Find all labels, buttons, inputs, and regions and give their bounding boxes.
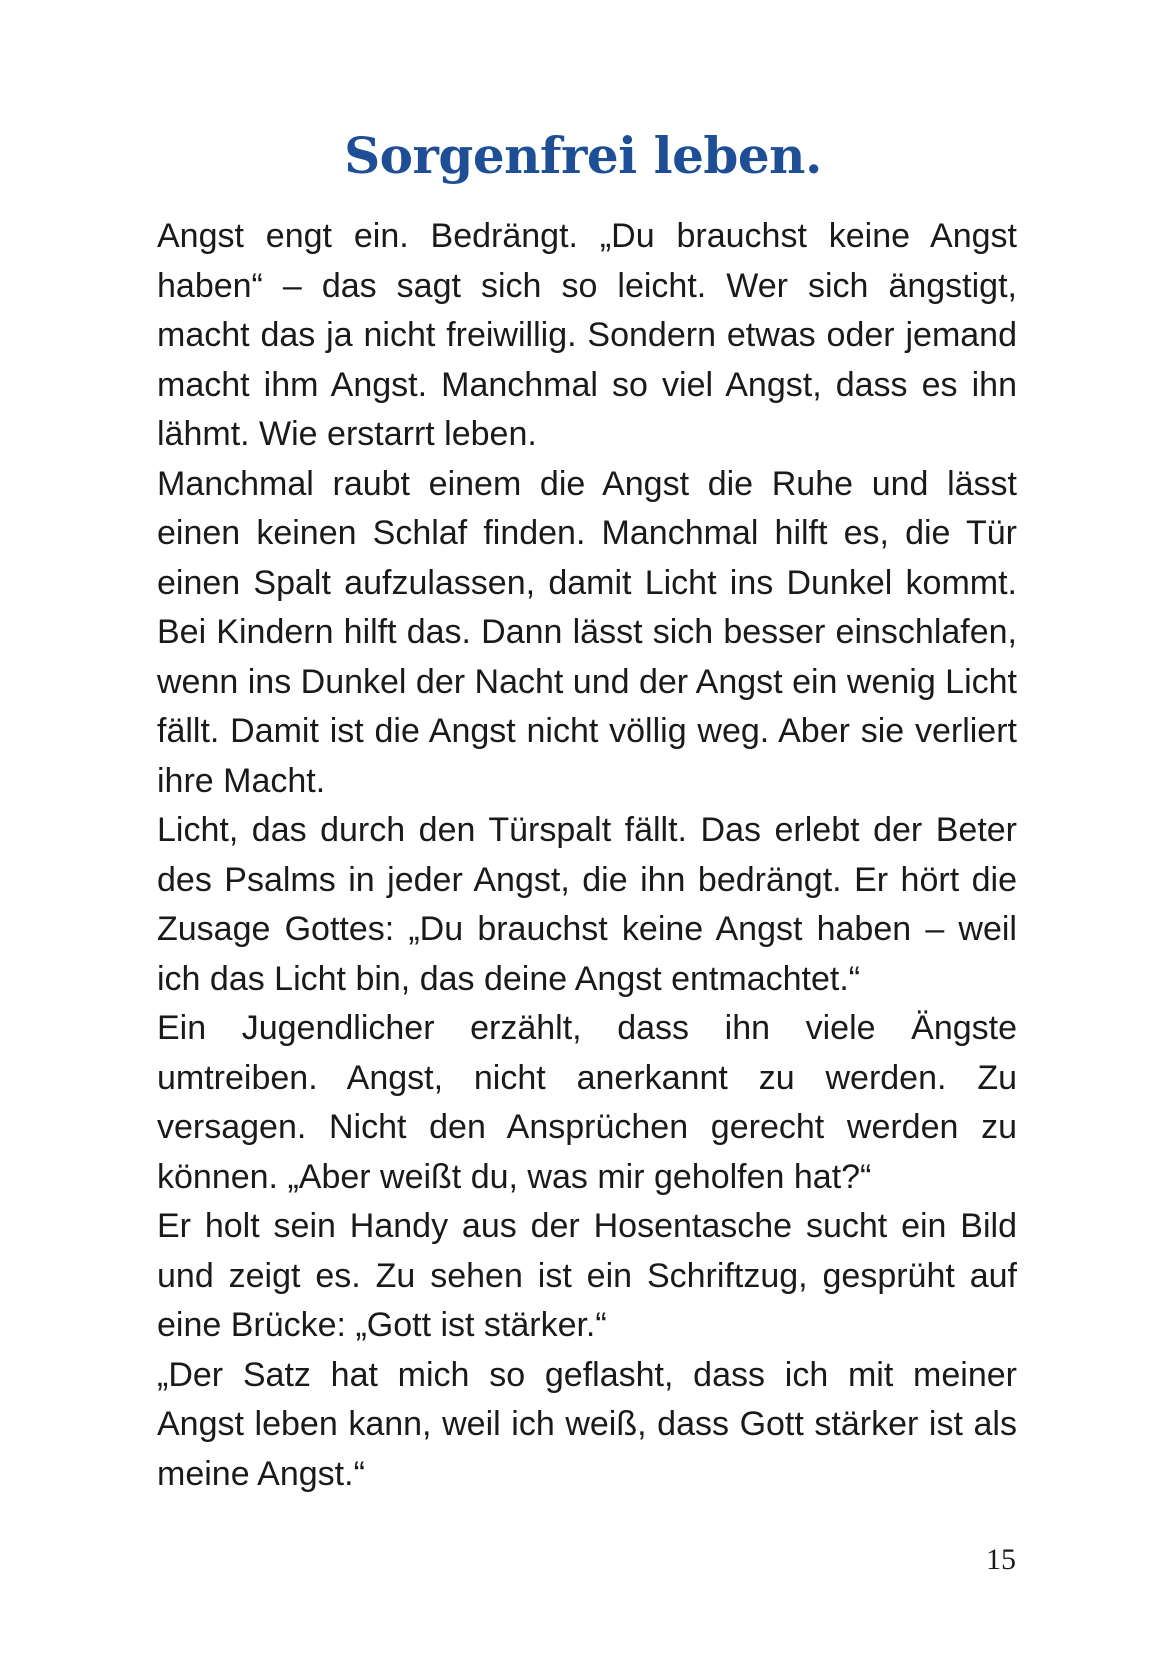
paragraph: Licht, das durch den Türspalt fällt. Das erlebt der Beter des Psalms in jeder Angst, die ihn bedrängt. Er hört die Zusage Gottes: „Du brauchst keine Angst haben – weil ich das Licht bin, das deine Angst entmachtet.“: [157, 811, 1017, 998]
body-text: [157, 212, 1017, 1499]
page-title: Sorgenfrei leben.: [344, 126, 822, 185]
paragraph: Er holt sein Handy aus der Hosentasche sucht ein Bild und zeigt es. Zu sehen ist ein Schriftzug, gesprüht auf eine Brücke: „Gott ist stärker.“: [157, 1207, 1017, 1344]
paragraph: Manchmal raubt einem die Angst die Ruhe und lässt einen keinen Schlaf finden. Manchmal hilft es, die Tür einen Spalt aufzulassen, damit Licht ins Dunkel kommt. Bei Kindern hilft das. Dann lässt sich besser einschlafen, wenn ins Dunkel der Nacht und der Angst ein wenig Licht fällt. Damit ist die Angst nicht völlig weg. Aber sie verliert ihre Macht.: [157, 464, 1017, 800]
page-number: 15: [986, 1543, 1016, 1576]
paragraph: „Der Satz hat mich so geflasht, dass ich mit meiner Angst leben kann, weil ich weiß, dass Gott stärker ist als meine Angst.“: [157, 1355, 1017, 1493]
paragraph: Angst engt ein. Bedrängt. „Du brauchst keine Angst haben“ – das sagt sich so leicht. Wer sich ängstigt, macht das ja nicht freiwillig. Sondern etwas oder jemand macht ihm Angst. Manchmal so viel Angst, dass es ihn lähmt. Wie erstarrt leben.: [157, 217, 1017, 453]
paragraph: Ein Jugendlicher erzählt, dass ihn viele Ängste umtreiben. Angst, nicht anerkannt zu werden. Zu versagen. Nicht den Ansprüchen gerecht werden zu können. „Aber weißt du, was mir geholfen hat?“: [157, 1009, 1017, 1196]
